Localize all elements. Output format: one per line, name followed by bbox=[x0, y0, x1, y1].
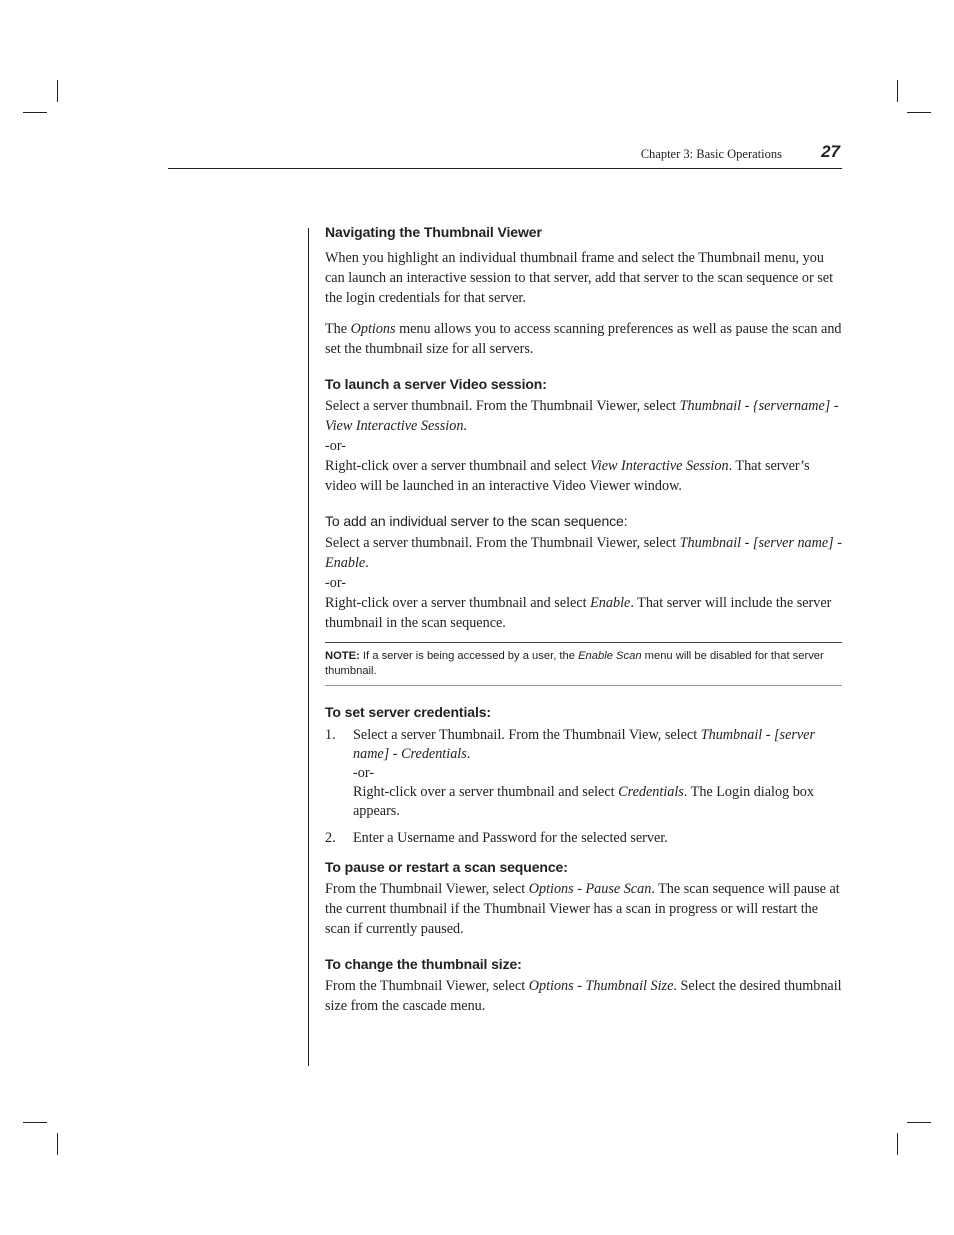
list-item: 2. Enter a Username and Password for the selected server. bbox=[325, 830, 668, 846]
list-item: 1. Select a server Thumbnail. From the Thumbnail View, select Thumbnail - [server name] - Credentials. -or- Right-click over a server thumbnail and select Credentials. The Login dialog box appears. bbox=[325, 726, 842, 821]
paragraph: When you highlight an individual thumbnail frame and select the Thumbnail menu, you can launch an interactive session to that server, add that server to the scan sequence or set the login credentials for that server. bbox=[325, 250, 834, 306]
pause-section bbox=[325, 857, 842, 939]
section-heading: Navigating the Thumbnail Viewer bbox=[325, 224, 542, 240]
procedure-heading: To add an individual server to the scan sequence: bbox=[325, 513, 628, 529]
running-head bbox=[168, 140, 842, 169]
paragraph: From the Thumbnail Viewer, select Options - Thumbnail Size. Select the desired thumbnail size from the cascade menu. bbox=[325, 978, 842, 1014]
credentials-section bbox=[325, 702, 842, 848]
note-box: NOTE: If a server is being accessed by a user, the Enable Scan menu will be disabled for that server thumbnail. bbox=[325, 642, 842, 686]
crop-mark bbox=[23, 112, 47, 113]
crop-mark bbox=[907, 112, 931, 113]
steps-list bbox=[325, 726, 842, 848]
step-number: 1. bbox=[325, 727, 336, 743]
paragraph: The Options menu allows you to access scanning preferences as well as pause the scan and set the thumbnail size for all servers. bbox=[325, 321, 842, 357]
intro-section bbox=[325, 222, 842, 359]
crop-mark bbox=[57, 1133, 58, 1155]
paragraph: Right-click over a server thumbnail and select Enable. That server will include the server thumbnail in the scan sequence. bbox=[325, 595, 832, 631]
or-separator: -or- bbox=[325, 438, 346, 454]
launch-section bbox=[325, 374, 842, 496]
margin-rule bbox=[308, 228, 309, 1066]
paragraph: Select a server thumbnail. From the Thumbnail Viewer, select Thumbnail - {servername] - View Interactive Session. bbox=[325, 398, 839, 434]
paragraph: Select a server thumbnail. From the Thumbnail Viewer, select Thumbnail - [server name] - Enable. bbox=[325, 535, 842, 571]
note-label: NOTE: bbox=[325, 650, 360, 662]
procedure-heading: To launch a server Video session: bbox=[325, 376, 547, 392]
or-separator: -or- bbox=[325, 575, 346, 591]
or-separator: -or- bbox=[353, 765, 374, 781]
paragraph: From the Thumbnail Viewer, select Options - Pause Scan. The scan sequence will pause at the current thumbnail if the Thumbnail Viewer has a scan in progress or will restart the scan if currently paused. bbox=[325, 881, 840, 937]
crop-mark bbox=[57, 80, 58, 102]
crop-mark bbox=[897, 80, 898, 102]
page-body bbox=[325, 222, 842, 1016]
paragraph: Right-click over a server thumbnail and select View Interactive Session. That server’s video will be launched in an interactive Video Viewer window. bbox=[325, 458, 810, 494]
procedure-heading: To change the thumbnail size: bbox=[325, 956, 522, 972]
add-section bbox=[325, 511, 842, 633]
procedure-heading: To pause or restart a scan sequence: bbox=[325, 859, 568, 875]
crop-mark bbox=[23, 1122, 47, 1123]
page-number: 27 bbox=[821, 142, 840, 161]
crop-mark bbox=[897, 1133, 898, 1155]
step-number: 2. bbox=[325, 830, 336, 846]
chapter-title: Chapter 3: Basic Operations bbox=[640, 147, 782, 161]
size-section bbox=[325, 954, 842, 1016]
procedure-heading: To set server credentials: bbox=[325, 704, 491, 720]
crop-mark bbox=[907, 1122, 931, 1123]
